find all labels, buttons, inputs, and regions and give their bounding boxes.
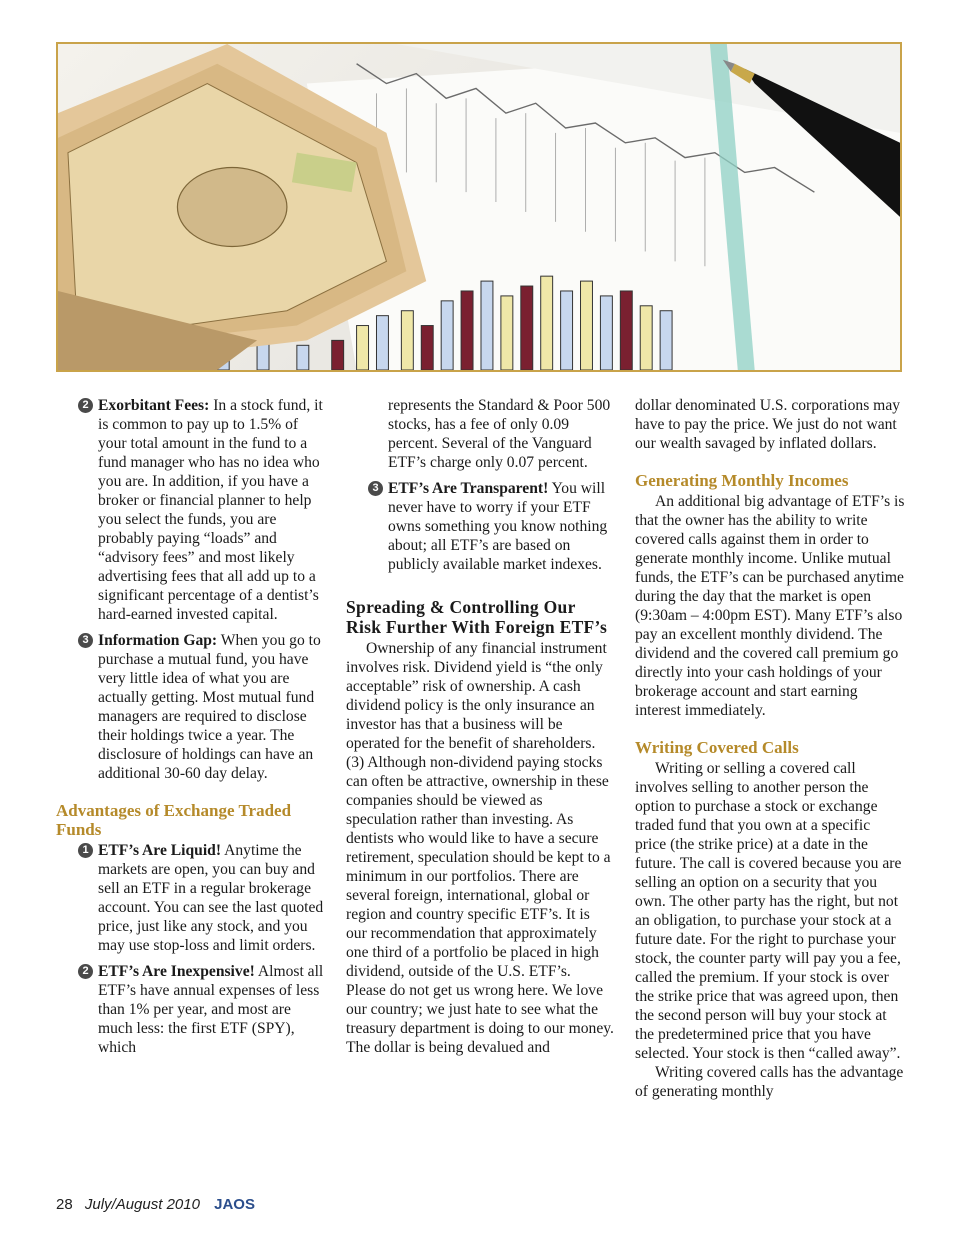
section-heading-foreign-etfs: Spreading & Controlling Our Risk Further With Foreign ETF’s	[346, 597, 608, 637]
journal-name: JAOS	[214, 1196, 255, 1213]
body-paragraph: An additional big advantage of ETF’s is that the owner has the ability to write covered calls against them in order to generate monthly income. Unlike mutual funds, the ETF’s can be purchased anytime during the day that the market is open (9:30am – 4:00pm EST). Many ETF’s also pay an excellent monthly dividend. The dividend and the covered call premium go directly into your cash holdings of your brokerage account and start earning interest immediately.	[635, 493, 905, 719]
number-badge: 3	[78, 633, 93, 648]
section-heading-monthly-incomes: Generating Monthly Incomes	[635, 471, 849, 490]
list-item-etfs-transparent	[346, 479, 614, 574]
number-badge: 3	[368, 481, 383, 496]
list-item-exorbitant-fees	[56, 396, 324, 624]
list-item-information-gap	[56, 631, 324, 783]
issue-date: July/August 2010	[84, 1196, 200, 1213]
list-item-etfs-inexpensive	[56, 962, 324, 1057]
item-heading: Information Gap:	[98, 632, 218, 649]
item-text: You will never have to worry if your ETF owns something you know nothing about; all ETF’s are based on publicly available market indexes.	[388, 480, 608, 573]
number-badge: 2	[78, 398, 93, 413]
page-number: 28	[56, 1196, 73, 1213]
item-text: Almost all ETF’s have annual expenses of less than 1% per year, and most are much less: the first ETF (SPY), which	[98, 963, 324, 1056]
item-heading: ETF’s Are Inexpensive!	[98, 963, 255, 980]
item-heading: ETF’s Are Transparent!	[388, 480, 549, 497]
header-photo-money-charts	[56, 42, 902, 372]
continued-text: dollar denominated U.S. corporations may have to pay the price. We just do not want our wealth savaged by inflated dollars.	[635, 397, 901, 452]
item-heading: ETF’s Are Liquid!	[98, 842, 222, 859]
item-text: When you go to purchase a mutual fund, you have very little idea of what you are actually getting. Most mutual fund managers are required to disclose their holdings twice a year. The disclosure of holdings can have an additional 30-60 day delay.	[98, 632, 321, 782]
section-heading-advantages: Advantages of Exchange Traded Funds	[56, 801, 292, 839]
item-heading: Exorbitant Fees:	[98, 397, 210, 414]
body-paragraph: Writing or selling a covered call involves selling to another person the option to purchase a stock or exchange traded fund that you own at a specific price (the strike price) at a date in the future. The call is covered because you are selling an option on a security that you own. The other party has the right, but not an obligation, to purchase your stock at a future date. For the right to purchase your stock, the counter party will pay you a fee, called the premium. If your stock is over the strike price that was agreed upon, then the second person will buy your stock at the predetermined price that you have selected. Your stock is then “called away”.	[635, 760, 902, 1062]
column-3	[635, 396, 905, 1101]
column-2	[346, 396, 614, 1057]
page-footer	[56, 1196, 255, 1213]
continued-text: represents the Standard & Poor 500 stocks, has a fee of only 0.09 percent. Several of the Vanguard ETF’s charge only 0.07 percent.	[388, 397, 611, 471]
list-item-etfs-liquid	[56, 841, 324, 955]
body-paragraph: Writing covered calls has the advantage of generating monthly	[635, 1064, 904, 1100]
item-text: Anytime the markets are open, you can buy and sell an ETF in a regular brokerage account. You can see the last quoted price, just like any stock, and you may use stop-loss and limit orders.	[98, 842, 324, 954]
column-1	[56, 396, 324, 1064]
body-paragraph: Ownership of any financial instrument involves risk. Dividend yield is “the only acceptable” risk of ownership. A cash dividend policy is the only insurance an investor has that a business will be operated for the benefit of shareholders. (3) Although non-dividend paying stocks can often be attractive, ownership in these companies should be viewed as speculation rather than investing. As dentists who would like to have a secure retirement, speculation should be kept to a minimum in our portfolios. There are several foreign, international, global or region and country specific ETF’s. It is our recommendation that approximately one third of a portfolio be placed in high dividend, outside of the U.S. ETF’s. Please do not get us wrong here. We love our country; we just hate to see what the treasury department is doing to our money. The dollar is being devalued and	[346, 640, 614, 1056]
number-badge: 1	[78, 843, 93, 858]
section-heading-covered-calls: Writing Covered Calls	[635, 738, 799, 757]
number-badge: 2	[78, 964, 93, 979]
item-text: In a stock fund, it is common to pay up to 1.5% of your total amount in the fund to a fund manager who has no idea who you are. In addition, if you have a broker or financial planner to help you select the funds, you are probably paying “loads” and “advisory fees” and most likely advertising fees that all add up to a significant percentage of a dentist’s hard-earned invested capital.	[98, 397, 323, 623]
photo-illustration	[58, 44, 900, 370]
